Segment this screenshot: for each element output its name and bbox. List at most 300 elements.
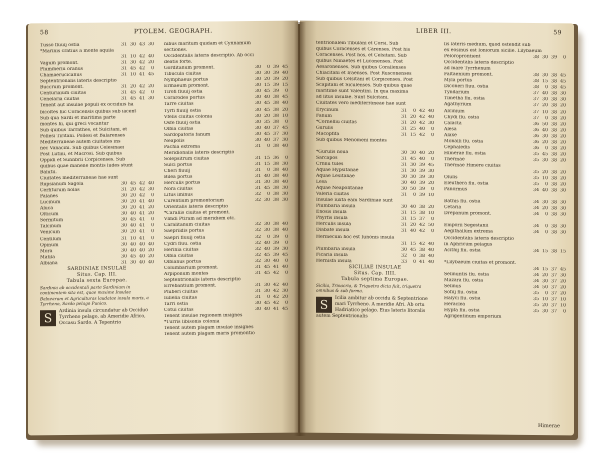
section-subheading: Situs. Cap. IIII.	[353, 270, 397, 277]
place-name: Thermae Himere ciuitas	[444, 163, 501, 169]
coordinate-value: 30	[264, 282, 270, 288]
coordinate-value: 30	[121, 217, 127, 223]
coordinate-value: 0	[267, 65, 270, 71]
coordinate-value: 20	[148, 84, 154, 90]
coordinate-value: 15	[560, 248, 566, 254]
place-name: Bathis flu. ostia	[444, 199, 481, 205]
coordinate-value: 40	[130, 223, 136, 229]
coordinate-value: 40	[264, 137, 270, 143]
place-name: Tibucula ciuitas	[164, 71, 202, 78]
coordinate-value: 30	[282, 161, 288, 167]
coordinate-value: 30	[148, 42, 154, 48]
coordinate-value: 45	[264, 270, 270, 276]
coordinate-value: 37	[551, 309, 557, 315]
coordinate-value: 34	[533, 272, 539, 278]
coordinate-value: 30	[401, 150, 407, 156]
coordinate-value: 31	[401, 216, 407, 223]
place-name: Vfelis ciuitas colonia	[164, 114, 213, 120]
coordinate-value: 45	[282, 95, 288, 101]
coordinate-value: 40	[130, 247, 136, 253]
coordinate-value: 42	[139, 66, 145, 72]
place-name: Peloroprontient	[444, 54, 481, 60]
place-name: Cheri fluuij	[164, 168, 191, 174]
coordinate-value: 40	[282, 70, 288, 76]
coordinate-value: 0	[151, 235, 154, 241]
coordinate-value: 40	[139, 241, 145, 247]
coordinate-value: 38	[551, 91, 557, 97]
coordinate-value: 45	[130, 181, 136, 187]
coordinate-value: 15	[542, 248, 548, 254]
coordinate-value: 45	[560, 267, 566, 273]
place-name: tentrionalem Tibulani et Corsi. Sub	[316, 40, 399, 47]
place-name: Septentrionalis lateris descriptio	[40, 78, 117, 85]
coordinate-value: 38	[551, 127, 557, 133]
coordinate-value: 15	[264, 83, 270, 89]
coordinate-value: 45	[264, 107, 270, 113]
coordinate-value: 10	[560, 303, 566, 309]
coordinate-value: 41	[139, 72, 145, 78]
coordinate-value: 40	[264, 95, 270, 101]
place-name: Hermecum hoc est Iunonis insula	[316, 234, 395, 241]
coordinate-value: 35	[533, 157, 539, 163]
coordinate-value: 40	[130, 211, 136, 217]
coordinate-value: 42	[419, 223, 425, 229]
coordinate-value: 40	[419, 156, 425, 162]
coordinate-value: 38	[273, 143, 279, 149]
coordinate-value: 31	[401, 210, 407, 216]
coordinate-value: 34	[533, 284, 539, 290]
section-note: Sicilia, Trinacria, & Triquetra dicta fuit, triquetra omnibus & sub forma.	[316, 282, 422, 294]
coordinate-value: 45	[264, 131, 270, 137]
coordinate-value: 38	[551, 158, 557, 164]
gazetteer-row	[164, 331, 288, 338]
decorated-initial: S	[316, 296, 332, 312]
section-heading: SARDINIAE INSULAE	[67, 266, 127, 272]
coordinate-value: 30	[255, 101, 261, 107]
place-name: Neapolis	[164, 138, 185, 144]
right-column-b	[444, 42, 566, 321]
coordinate-value: 30	[255, 113, 261, 119]
coordinate-value: 30	[264, 198, 270, 204]
place-name: Orientalis lateris descriptio	[164, 204, 228, 211]
coordinate-value: 38	[551, 206, 557, 212]
coordinate-value: 40	[148, 181, 154, 187]
coordinate-value: 38	[533, 73, 539, 79]
coordinate-value: 38	[273, 95, 279, 101]
place-name: Alesa	[444, 126, 457, 132]
place-name: Opinum	[40, 242, 59, 248]
place-name: Cotui ciuitas	[164, 307, 194, 314]
coordinate-value: 20	[148, 211, 154, 217]
place-name: Gurulis	[316, 125, 334, 131]
place-name: Selinuntis flu. ostia	[444, 271, 489, 278]
gazetteer-row	[444, 314, 566, 321]
coordinate-value: 30	[255, 83, 261, 89]
place-name: Eleuthera flu. ostia	[444, 181, 489, 187]
coordinate-value: 30	[560, 188, 566, 194]
coordinate-value: 40	[148, 199, 154, 205]
place-name: Oppidi et Sunnbrii Corpicenses. Sub	[40, 157, 126, 164]
coordinate-value: 15	[264, 161, 270, 167]
coordinate-value: 40	[282, 222, 288, 228]
coordinate-value: 0	[151, 229, 154, 235]
place-name: Timetha flu. ostia	[444, 96, 485, 102]
coordinate-value: 37	[551, 266, 557, 272]
coordinate-value: 40	[148, 241, 154, 247]
coordinate-value: 30	[410, 168, 416, 174]
place-name: Himerae flu. ostia	[444, 150, 486, 157]
coordinate-value: 30	[542, 157, 548, 164]
coordinate-value: 30	[255, 125, 261, 131]
place-name: Hernisfa insula	[316, 258, 352, 264]
coordinate-value: 31	[255, 174, 261, 180]
coordinate-value: 20	[560, 127, 566, 134]
place-name: Nora ciuitas	[164, 186, 193, 193]
coordinate-value: 41	[139, 205, 145, 211]
coordinate-value: 40	[264, 246, 270, 252]
place-name: Sardopatoris fanum	[164, 132, 211, 138]
place-name: Tyndarium	[444, 90, 470, 96]
coordinate-value: 38	[273, 167, 279, 173]
coordinate-value: 30	[282, 191, 288, 197]
coordinate-value: 40	[542, 188, 548, 194]
coordinate-value: 0	[285, 270, 288, 276]
coordinate-value: 30	[255, 131, 261, 137]
coordinate-value: 38	[533, 55, 539, 61]
place-name: Saepri fluuij ostia	[164, 235, 206, 241]
place-name: Tenent autem plagam insulae insignes	[164, 325, 254, 332]
coordinate-value: 37	[551, 279, 557, 285]
coordinate-value: 38	[551, 115, 557, 121]
coordinate-value: 31	[255, 180, 261, 186]
coordinate-value: 38	[551, 188, 557, 194]
coordinate-value: 38	[419, 205, 425, 211]
place-name: Ciuitates mediterraneae hae sunt	[40, 175, 119, 182]
book-gutter	[294, 22, 306, 436]
coordinate-value: 20	[264, 77, 270, 83]
coordinate-value: 35	[264, 119, 270, 125]
coordinate-value: 42	[419, 120, 425, 126]
coordinate-value: 45	[428, 162, 434, 168]
coordinate-value: 20	[130, 187, 136, 193]
coordinate-values	[252, 331, 288, 337]
coordinate-value: 31	[255, 155, 261, 161]
coordinate-value: 41	[419, 259, 425, 265]
coordinate-value: 38	[551, 248, 557, 254]
coordinate-value: 42	[419, 132, 425, 138]
coordinate-value: 39	[273, 89, 279, 95]
coordinate-value: 42	[419, 108, 425, 114]
coordinate-value: 10	[428, 211, 434, 217]
place-name: Thermae	[444, 156, 465, 163]
coordinate-value: 40	[264, 306, 270, 313]
place-name: Sulci portus	[164, 162, 193, 168]
coordinate-value: 0	[413, 259, 416, 265]
place-name: Aquae Neapolitanae	[316, 185, 364, 192]
section-heading: SICILIAE INSULAE	[348, 264, 402, 271]
place-name: Nymphaeus portus	[164, 77, 209, 84]
coordinate-value: 35	[533, 290, 539, 296]
place-name: Occidentalis lateris descriptio	[444, 60, 514, 66]
place-name: Mediterraneae autem ciuitates ins	[40, 139, 121, 146]
coordinate-value: 40	[410, 229, 416, 235]
place-name: Iulielia ciuitas	[164, 295, 197, 301]
place-name: Sofiij flu. ostia	[444, 289, 478, 296]
section-paragraph	[316, 295, 434, 320]
place-name: Plumbaria insula	[316, 203, 356, 210]
coordinate-value: 42	[419, 114, 425, 120]
place-name: Columbarium promont.	[164, 265, 219, 271]
coordinate-value: 30	[130, 259, 136, 266]
coordinate-value: 31	[121, 72, 127, 78]
coordinate-value: 20	[130, 199, 136, 205]
coordinate-value: 45	[410, 247, 416, 253]
coordinate-value: 15	[542, 266, 548, 272]
coordinate-value: 20	[282, 107, 288, 113]
section-note: Sardinia ab occidentali parte Sardiniam in continentem sita est, quae maxime Insulae Balnearum et Agriculturas laudatae insula maris, a Tyrrheno, Sardo pelago Punico.	[40, 284, 149, 307]
coordinate-value: 38	[551, 109, 557, 115]
place-name: Cydri fluu. ostia	[164, 241, 202, 247]
coordinate-value: 36	[533, 139, 539, 145]
coordinate-value: 10	[130, 72, 136, 78]
coordinate-value: 40	[542, 127, 548, 133]
coordinate-value: 41	[273, 306, 279, 312]
coordinate-value: 35	[533, 182, 539, 188]
coordinate-value: 30	[401, 186, 407, 192]
coordinate-value: 0	[431, 229, 434, 235]
place-name: Lesa	[316, 179, 327, 185]
coordinate-value: 45	[282, 306, 288, 312]
coordinate-value: 50	[542, 284, 548, 291]
coordinate-value: 38	[273, 191, 279, 198]
right-page	[300, 21, 574, 436]
coordinate-value: 45	[130, 90, 136, 96]
place-name: Acithij flu. ostia	[444, 247, 481, 254]
coordinate-value: 30	[401, 174, 407, 180]
coordinate-value: 31	[255, 294, 261, 301]
coordinate-value: 45	[264, 300, 270, 306]
place-name: *Lilybaeum ciuitas et promont.	[444, 259, 517, 266]
coordinate-value: 15	[410, 132, 416, 138]
coordinate-value: 34	[533, 266, 539, 272]
coordinate-value: 31	[121, 90, 127, 96]
coordinate-value: 20	[542, 103, 548, 109]
coordinate-value: 37	[551, 285, 557, 291]
coordinate-value: 0	[431, 217, 434, 223]
place-name: Cerfiturum nolas	[40, 187, 80, 194]
coordinate-value: 20	[560, 103, 566, 109]
place-name: Drepanum promont.	[444, 211, 492, 217]
coordinate-value: 30	[401, 204, 407, 210]
place-name: Lucinum	[40, 200, 61, 206]
coordinate-value: 40	[428, 247, 434, 253]
coordinate-value: 10	[130, 235, 136, 241]
place-name: Aquae Hypsitanae	[316, 167, 359, 174]
coordinate-value: 39	[419, 180, 425, 186]
coordinate-value: 20	[130, 205, 136, 211]
coordinate-value: 0	[431, 132, 434, 138]
coordinate-value: 15	[282, 83, 288, 89]
coordinate-value: 30	[130, 60, 136, 66]
place-name: Ficaria insula	[316, 252, 348, 258]
place-name: Sarcapos	[316, 155, 338, 161]
coordinate-value: 30	[560, 212, 566, 218]
coordinate-value: 30	[560, 206, 566, 212]
place-name: Aquae Lesitanae	[316, 173, 355, 180]
coordinate-value: 42	[273, 282, 279, 288]
coordinate-value: 39	[273, 234, 279, 240]
coordinate-value: 40	[148, 54, 154, 60]
coordinate-value: 34	[533, 206, 539, 212]
place-name: Post Lutini, et Macrosi. Sub quibus	[40, 151, 122, 158]
coordinate-value: 0	[285, 240, 288, 246]
coordinate-value: 20	[130, 193, 136, 199]
coordinate-value: 38	[273, 113, 279, 119]
coordinate-value: 31	[255, 167, 261, 174]
coordinate-value: 38	[551, 176, 557, 182]
coordinate-value: 45	[282, 252, 288, 258]
coordinate-value: 38	[273, 107, 279, 113]
gazetteer-row	[316, 258, 434, 265]
coordinate-value: 42	[139, 54, 145, 60]
coordinate-value: 40	[282, 282, 288, 288]
coordinate-value: 32	[255, 252, 261, 258]
coordinate-value: 0	[545, 145, 548, 151]
coordinate-value: 37	[419, 217, 425, 223]
coordinate-value: 30	[255, 65, 261, 71]
place-name: Centuriaium ciuitas	[40, 91, 87, 97]
coordinate-value: 45	[130, 253, 136, 259]
place-name: Scapitani et Siculenses. Sub quibus quae	[316, 83, 412, 90]
place-name: Tirofi fluuij ostia	[164, 89, 203, 96]
coordinate-value: 45	[130, 217, 136, 223]
coordinate-value: 40	[282, 143, 288, 149]
coordinate-value: 0	[285, 300, 288, 306]
left-page	[28, 21, 298, 436]
coordinate-value: 38	[551, 139, 557, 146]
place-name: Valeria ciuitas	[316, 191, 350, 198]
place-name: Tenent autem plagam maris promontio	[164, 331, 255, 338]
coordinate-value: 0	[431, 156, 434, 162]
place-name: montes hi, qui greci vocantur	[40, 121, 109, 127]
coordinate-value: 40	[148, 259, 154, 265]
place-name: Diconeri fluu. ostia	[444, 84, 489, 90]
coordinate-value: 39	[419, 192, 425, 199]
coordinate-value: 20	[542, 272, 548, 278]
coordinate-value: 30	[410, 162, 416, 168]
place-name: Olbia ciuitas	[164, 126, 194, 132]
coordinate-value: 0	[545, 115, 548, 121]
coordinate-value: 45	[560, 73, 566, 79]
coordinate-value: 31	[401, 108, 407, 114]
coordinate-value: 45	[264, 186, 270, 192]
place-name: Rupsianum Sagola	[40, 181, 84, 188]
coordinate-value: 32	[255, 198, 261, 204]
place-name: ad litus insulae. Sunt Sulcitani.	[316, 95, 389, 101]
coordinate-value: 32	[255, 234, 261, 240]
coordinate-value: 40	[273, 258, 279, 264]
place-name: Venicum	[40, 230, 60, 236]
coordinate-value: 33	[401, 259, 407, 265]
place-name: Litus iminus	[164, 192, 193, 199]
coordinate-value: 0	[151, 223, 154, 229]
coordinate-value: 38	[419, 247, 425, 253]
coordinate-value: 31	[401, 241, 407, 247]
coordinate-value: 38	[551, 145, 557, 152]
place-name: Albiana	[40, 260, 58, 266]
coordinate-value: 39	[273, 64, 279, 71]
coordinate-values	[118, 260, 154, 266]
coordinate-value: 31	[255, 282, 261, 288]
coordinate-value: 41	[273, 264, 279, 270]
place-name: Gorditanum promont.	[164, 65, 215, 72]
place-name: nec Vanacini. Sub quibus Celesinaei	[40, 145, 125, 152]
coordinate-value: 30	[255, 95, 261, 101]
coordinate-value: 31	[121, 96, 127, 102]
coordinate-value: 0	[267, 294, 270, 300]
place-name: Macopfifa	[316, 131, 340, 137]
coordinate-value: 25	[410, 126, 416, 132]
place-name: Tenent aut insulae populi ex occiduis ha	[40, 102, 134, 109]
coordinate-value: 20	[130, 84, 136, 90]
coordinate-value: 15	[410, 241, 416, 247]
coordinate-value: 35	[533, 176, 539, 182]
coordinate-value: 40	[264, 240, 270, 246]
coordinate-value: 39	[419, 162, 425, 168]
coordinate-value: 15	[410, 217, 416, 223]
coordinate-value: 38	[273, 185, 279, 191]
coordinate-value: 40	[428, 253, 434, 259]
place-name: Centilum	[40, 236, 62, 242]
coordinate-value: 30	[282, 288, 288, 294]
coordinate-value: 38	[273, 173, 279, 179]
place-name: Aluca	[40, 206, 54, 212]
place-name: Olulis	[444, 175, 458, 181]
coordinate-value: 30	[148, 96, 154, 102]
decorated-initial: S	[40, 310, 56, 326]
coordinate-value: 37	[273, 131, 279, 137]
coordinate-value: 36	[533, 133, 539, 139]
coordinate-value: 45	[542, 151, 548, 158]
coordinate-value: 37	[533, 91, 539, 97]
coordinate-value: 41	[139, 96, 145, 102]
coordinate-value: 31	[255, 264, 261, 270]
place-name: Calacta	[444, 120, 462, 126]
coordinate-value: 30	[264, 258, 270, 264]
place-name: Faltaenium promont.	[444, 72, 493, 78]
place-name: Cenelaria ciuitas	[40, 97, 80, 103]
coordinate-value: 0	[431, 126, 434, 132]
coordinate-value: 20	[410, 114, 416, 120]
coordinate-value: 42	[139, 193, 145, 199]
right-page-number: 59	[553, 29, 562, 37]
place-name: Tarre ciuitas	[164, 102, 194, 108]
coordinate-value: 30	[560, 200, 566, 206]
coordinate-value: 31	[401, 162, 407, 168]
coordinate-value: 10	[542, 109, 548, 115]
coordinate-value: 20	[410, 120, 416, 126]
coordinate-value: 20	[560, 291, 566, 297]
place-name: Arpiponum montes	[164, 271, 209, 277]
coordinate-value: 38	[273, 228, 279, 234]
coordinate-value: 30	[542, 55, 548, 61]
coordinate-value: 20	[560, 176, 566, 182]
coordinate-value: 10	[130, 54, 136, 60]
coordinate-value: 0	[151, 193, 154, 199]
coordinate-value: 30	[121, 211, 127, 217]
coordinate-value: 38	[551, 133, 557, 139]
coordinate-value: 42	[139, 187, 145, 193]
